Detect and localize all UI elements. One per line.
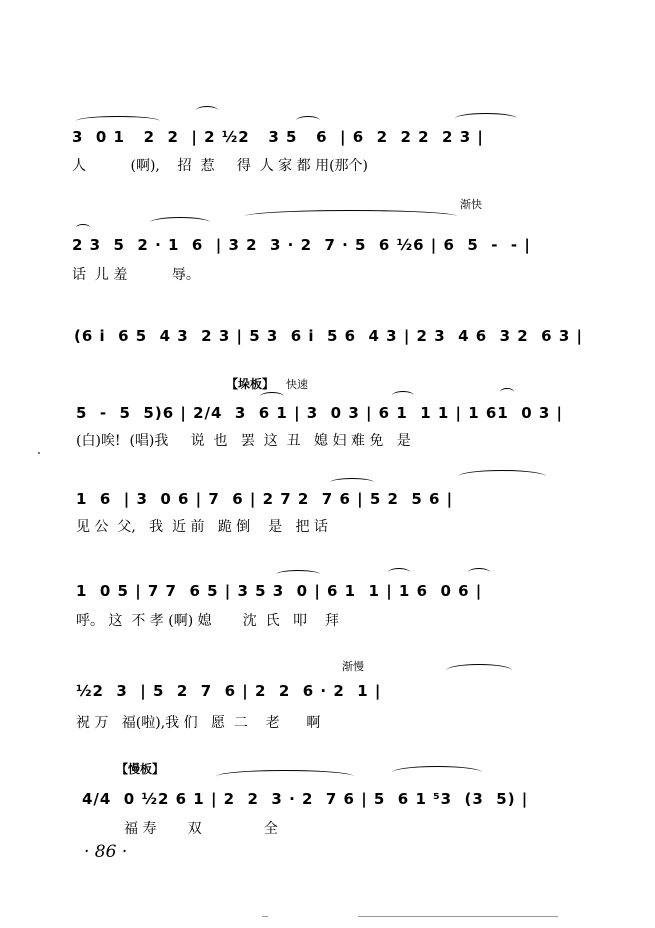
slur — [388, 568, 410, 577]
lyric-row-2: 话 儿 羞 辱。 — [72, 267, 200, 283]
section-label: 【慢板】 — [116, 762, 165, 776]
slur — [150, 217, 210, 228]
slur — [76, 224, 90, 231]
lyric-row-1: 人 (啊), 招 惹 得 人 家 都 用(那个) — [72, 158, 369, 174]
scan-artifact — [358, 916, 558, 917]
slur — [76, 116, 160, 126]
notation-row-5: 1 6 | 3 0 6 | 7 6 | 2 7 2 7 6 | 5 2 5 6 | — [76, 490, 454, 508]
slur — [216, 770, 354, 783]
slur — [468, 568, 490, 577]
slur — [392, 391, 414, 400]
slur — [455, 113, 517, 124]
slur — [330, 478, 374, 487]
scan-artifact — [262, 916, 268, 917]
lyric-row-5: 见 公 父, 我 近 前 跪 倒 是 把 话 — [76, 519, 328, 535]
slur — [446, 664, 512, 677]
tempo-marking: 渐快 — [460, 198, 482, 211]
lyric-row-7: 祝 万 福(啦),我 们 愿 二 老 啊 — [76, 715, 321, 731]
slur — [196, 106, 218, 115]
notation-row-8: 4/4 0 ½2 6 1 | 2 2 3 · 2 7 6 | 5 6 1 ⁵3 (3 5) | — [82, 790, 529, 808]
slur — [244, 210, 458, 223]
slur — [260, 392, 284, 401]
section-label: 【垛板】 — [226, 377, 275, 391]
page-number: · 86 · — [84, 842, 128, 862]
lyric-row-8: 福 寿 双 全 — [124, 821, 278, 837]
slur — [458, 470, 546, 483]
lyric-row-6: 呼。 这 不 孝 (啊) 媳 沈 氏 叩 拜 — [76, 613, 339, 629]
slur — [276, 570, 320, 579]
notation-row-4: 5 - 5 5)6 | 2/4 3 6 1 | 3 0 3 | 6 1 1 1 | 1 61 0 3 | — [76, 404, 564, 422]
slur — [392, 766, 482, 779]
notation-row-2: 2 3 5 2 · 1 6 | 3 2 3 · 2 7 · 5 6 ½6 | 6 5 - - | — [72, 236, 531, 254]
tempo-marking: 渐慢 — [342, 660, 364, 673]
margin-speck — [38, 452, 40, 454]
notation-row-7: ½2 3 | 5 2 7 6 | 2 2 6 · 2 1 | — [76, 682, 382, 700]
notation-row-1: 3 0 1 2 2 | 2 ½2 3 5 6 | 6 2 2 2 2 3 | — [72, 128, 484, 146]
slur — [296, 116, 320, 125]
notation-row-3: (6 i 6 5 4 3 2 3 | 5 3 6 i 5 6 4 3 | 2 3 4 6 3 2 6 3 | — [74, 327, 583, 345]
slur — [500, 388, 514, 396]
notation-row-6: 1 0 5 | 7 7 6 5 | 3 5 3 0 | 6 1 1 | 1 6 0 6 | — [76, 582, 483, 600]
tempo-marking: 快速 — [286, 378, 308, 391]
lyric-row-4: (白)唉! (唱)我 说 也 罢 这 丑 媳 妇 难 免 是 — [76, 433, 411, 449]
